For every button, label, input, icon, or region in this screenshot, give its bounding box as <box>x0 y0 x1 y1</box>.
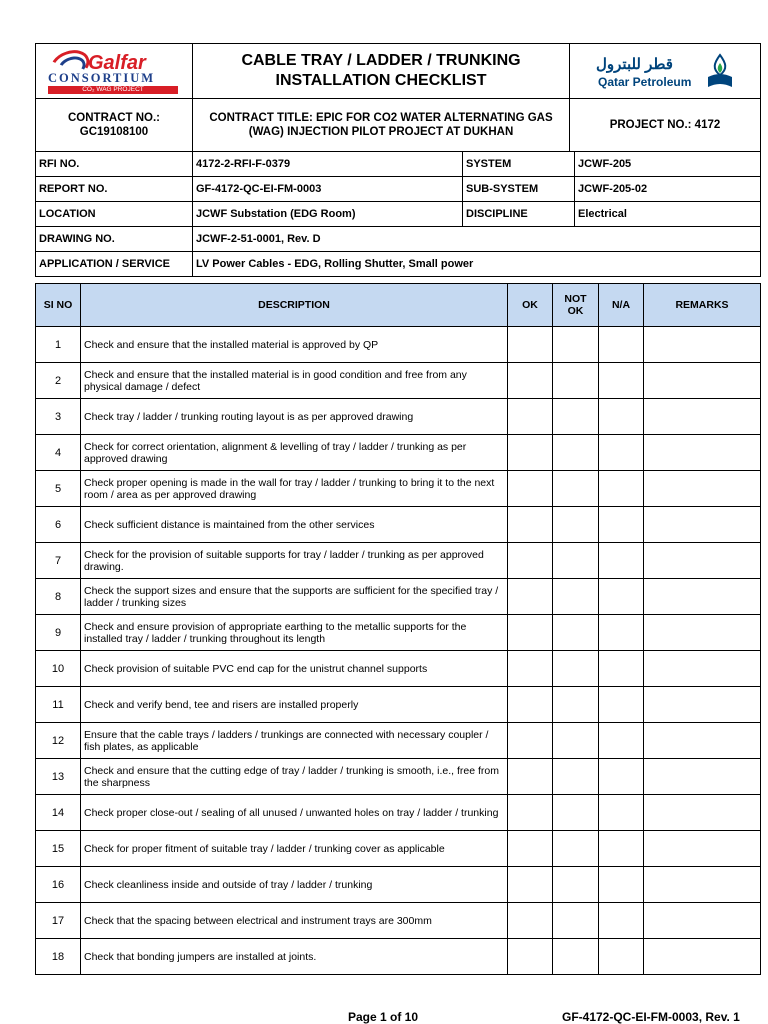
remarks-cell[interactable] <box>644 471 761 507</box>
na-cell[interactable] <box>599 399 644 435</box>
table-row <box>36 939 761 975</box>
remarks-cell[interactable] <box>644 363 761 399</box>
na-cell[interactable] <box>599 615 644 651</box>
not-ok-cell[interactable] <box>553 939 599 975</box>
subsystem-label: SUB-SYSTEM <box>463 177 575 202</box>
item-number: 5 <box>36 471 81 507</box>
not-ok-cell[interactable] <box>553 543 599 579</box>
header-table <box>35 43 761 99</box>
item-number: 17 <box>36 903 81 939</box>
item-description: Check cleanliness inside and outside of tray / ladder / trunking <box>81 867 508 903</box>
ok-cell[interactable] <box>508 363 553 399</box>
location-label: LOCATION <box>36 202 193 227</box>
not-ok-cell[interactable] <box>553 507 599 543</box>
system-value: JCWF-205 <box>575 152 761 177</box>
item-description: Check and ensure that the installed material is approved by QP <box>81 327 508 363</box>
na-cell[interactable] <box>599 759 644 795</box>
checklist-sheet <box>35 43 760 975</box>
galfar-project-bar: CO₂ WAG PROJECT <box>48 86 178 94</box>
remarks-cell[interactable] <box>644 759 761 795</box>
not-ok-cell[interactable] <box>553 687 599 723</box>
ok-cell[interactable] <box>508 723 553 759</box>
item-number: 16 <box>36 867 81 903</box>
contract-no-value: GC19108100 <box>79 126 149 138</box>
item-description: Check sufficient distance is maintained from the other services <box>81 507 508 543</box>
table-row <box>36 867 761 903</box>
qp-english-name: Qatar Petroleum <box>598 75 692 89</box>
item-description: Check proper close-out / sealing of all unused / unwanted holes on tray / ladder / trunking <box>81 795 508 831</box>
item-number: 4 <box>36 435 81 471</box>
item-number: 10 <box>36 651 81 687</box>
na-cell[interactable] <box>599 363 644 399</box>
subsystem-value: JCWF-205-02 <box>575 177 761 202</box>
not-ok-cell[interactable] <box>553 651 599 687</box>
item-description: Check and ensure that the cutting edge of tray / ladder / trunking is smooth, i.e., free from the sharpness <box>81 759 508 795</box>
discipline-label: DISCIPLINE <box>463 202 575 227</box>
document-number: GF-4172-QC-EI-FM-0003, Rev. 1 <box>562 1010 740 1024</box>
not-ok-cell[interactable] <box>553 363 599 399</box>
item-number: 15 <box>36 831 81 867</box>
contract-table <box>35 98 761 152</box>
not-ok-cell[interactable] <box>553 903 599 939</box>
title-cell <box>193 44 570 99</box>
item-number: 7 <box>36 543 81 579</box>
table-row <box>36 507 761 543</box>
remarks-cell[interactable] <box>644 543 761 579</box>
remarks-cell[interactable] <box>644 615 761 651</box>
item-description: Check tray / ladder / trunking routing layout is as per approved drawing <box>81 399 508 435</box>
na-cell[interactable] <box>599 471 644 507</box>
ok-cell[interactable] <box>508 651 553 687</box>
col-ok: OK <box>508 284 553 327</box>
report-value: GF-4172-QC-EI-FM-0003 <box>193 177 463 202</box>
item-description: Check that bonding jumpers are installed at joints. <box>81 939 508 975</box>
remarks-cell[interactable] <box>644 831 761 867</box>
table-row <box>36 435 761 471</box>
item-number: 8 <box>36 579 81 615</box>
na-cell[interactable] <box>599 867 644 903</box>
item-description: Check and verify bend, tee and risers are installed properly <box>81 687 508 723</box>
ok-cell[interactable] <box>508 615 553 651</box>
item-description: Check for the provision of suitable supports for tray / ladder / trunking as per approved drawing. <box>81 543 508 579</box>
project-no: PROJECT NO.: 4172 <box>570 99 761 152</box>
ok-cell[interactable] <box>508 939 553 975</box>
galfar-consortium: CONSORTIUM <box>48 71 156 85</box>
not-ok-cell[interactable] <box>553 471 599 507</box>
qatar-petroleum-logo <box>590 49 740 93</box>
not-ok-cell[interactable] <box>553 399 599 435</box>
na-cell[interactable] <box>599 687 644 723</box>
ok-cell[interactable] <box>508 507 553 543</box>
remarks-cell[interactable] <box>644 435 761 471</box>
not-ok-cell[interactable] <box>553 327 599 363</box>
na-cell[interactable] <box>599 327 644 363</box>
item-description: Check and ensure provision of appropriate earthing to the metallic supports for the installed tray / ladder / trunking throughout its length <box>81 615 508 651</box>
remarks-cell[interactable] <box>644 867 761 903</box>
table-row <box>36 903 761 939</box>
remarks-cell[interactable] <box>644 723 761 759</box>
not-ok-cell[interactable] <box>553 759 599 795</box>
ok-cell[interactable] <box>508 579 553 615</box>
page-number: Page 1 of 10 <box>348 1010 419 1024</box>
checklist-table <box>35 283 761 975</box>
remarks-cell[interactable] <box>644 507 761 543</box>
na-cell[interactable] <box>599 543 644 579</box>
location-value: JCWF Substation (EDG Room) <box>193 202 463 227</box>
table-row <box>36 723 761 759</box>
ok-cell[interactable] <box>508 327 553 363</box>
drawing-label: DRAWING NO. <box>36 227 193 252</box>
remarks-cell[interactable] <box>644 939 761 975</box>
system-label: SYSTEM <box>463 152 575 177</box>
drawing-value: JCWF-2-51-0001, Rev. D <box>193 227 761 252</box>
ok-cell[interactable] <box>508 543 553 579</box>
col-remarks: REMARKS <box>644 284 761 327</box>
na-cell[interactable] <box>599 435 644 471</box>
galfar-name: Galfar <box>88 52 146 74</box>
item-description: Check provision of suitable PVC end cap for the unistrut channel supports <box>81 651 508 687</box>
item-description: Check that the spacing between electrical and instrument trays are 300mm <box>81 903 508 939</box>
not-ok-cell[interactable] <box>553 723 599 759</box>
application-value: LV Power Cables - EDG, Rolling Shutter, Small power <box>193 252 761 277</box>
table-row <box>36 795 761 831</box>
table-row <box>36 543 761 579</box>
qp-flame-icon <box>706 53 734 89</box>
ok-cell[interactable] <box>508 795 553 831</box>
item-number: 14 <box>36 795 81 831</box>
ok-cell[interactable] <box>508 399 553 435</box>
item-number: 3 <box>36 399 81 435</box>
item-description: Ensure that the cable trays / ladders / trunkings are connected with necessary coupler / fish plates, as applicable <box>81 723 508 759</box>
item-number: 18 <box>36 939 81 975</box>
not-ok-cell[interactable] <box>553 831 599 867</box>
remarks-cell[interactable] <box>644 651 761 687</box>
report-label: REPORT NO. <box>36 177 193 202</box>
page-title-line2: INSTALLATION CHECKLIST <box>275 72 487 89</box>
checklist-body <box>36 327 761 975</box>
ok-cell[interactable] <box>508 903 553 939</box>
ok-cell[interactable] <box>508 759 553 795</box>
ok-cell[interactable] <box>508 831 553 867</box>
not-ok-cell[interactable] <box>553 795 599 831</box>
table-row <box>36 651 761 687</box>
item-number: 12 <box>36 723 81 759</box>
col-not-ok: NOT OK <box>553 284 599 327</box>
remarks-cell[interactable] <box>644 687 761 723</box>
na-cell[interactable] <box>599 579 644 615</box>
na-cell[interactable] <box>599 795 644 831</box>
remarks-cell[interactable] <box>644 327 761 363</box>
item-number: 11 <box>36 687 81 723</box>
item-description: Check and ensure that the installed material is in good condition and free from any physical damage / defect <box>81 363 508 399</box>
galfar-logo <box>44 49 184 93</box>
contract-no-label: CONTRACT NO.: <box>68 112 160 124</box>
table-row <box>36 399 761 435</box>
item-number: 2 <box>36 363 81 399</box>
application-label: APPLICATION / SERVICE <box>36 252 193 277</box>
not-ok-cell[interactable] <box>553 615 599 651</box>
page-title-line1: CABLE TRAY / LADDER / TRUNKING <box>241 52 521 69</box>
remarks-cell[interactable] <box>644 399 761 435</box>
na-cell[interactable] <box>599 831 644 867</box>
item-description: Check for proper fitment of suitable tray / ladder / trunking cover as applicable <box>81 831 508 867</box>
ok-cell[interactable] <box>508 687 553 723</box>
table-row <box>36 615 761 651</box>
na-cell[interactable] <box>599 939 644 975</box>
col-na: N/A <box>599 284 644 327</box>
rfi-label: RFI NO. <box>36 152 193 177</box>
item-number: 1 <box>36 327 81 363</box>
remarks-cell[interactable] <box>644 579 761 615</box>
discipline-value: Electrical <box>575 202 761 227</box>
rfi-value: 4172-2-RFI-F-0379 <box>193 152 463 177</box>
col-si-no: SI NO <box>36 284 81 327</box>
item-number: 9 <box>36 615 81 651</box>
item-description: Check the support sizes and ensure that the supports are sufficient for the specified tray / ladder / trunking sizes <box>81 579 508 615</box>
ok-cell[interactable] <box>508 471 553 507</box>
item-number: 13 <box>36 759 81 795</box>
table-row <box>36 327 761 363</box>
na-cell[interactable] <box>599 651 644 687</box>
item-description: Check for correct orientation, alignment & levelling of tray / ladder / trunking as per approved drawing <box>81 435 508 471</box>
table-row <box>36 363 761 399</box>
na-cell[interactable] <box>599 507 644 543</box>
ok-cell[interactable] <box>508 867 553 903</box>
table-row <box>36 471 761 507</box>
col-description: DESCRIPTION <box>81 284 508 327</box>
not-ok-cell[interactable] <box>553 579 599 615</box>
item-number: 6 <box>36 507 81 543</box>
table-row <box>36 579 761 615</box>
remarks-cell[interactable] <box>644 903 761 939</box>
table-row <box>36 687 761 723</box>
info-table <box>35 151 761 277</box>
ok-cell[interactable] <box>508 435 553 471</box>
na-cell[interactable] <box>599 723 644 759</box>
contract-no-cell <box>36 99 193 152</box>
table-row <box>36 831 761 867</box>
item-description: Check proper opening is made in the wall for tray / ladder / trunking to bring it to the next room / area as per approved drawing <box>81 471 508 507</box>
right-logo-cell <box>570 44 761 99</box>
left-logo-cell <box>36 44 193 99</box>
qp-arabic-name: قطر للبترول <box>596 56 673 73</box>
remarks-cell[interactable] <box>644 795 761 831</box>
table-row <box>36 759 761 795</box>
not-ok-cell[interactable] <box>553 867 599 903</box>
contract-title: CONTRACT TITLE: EPIC FOR CO2 WATER ALTERNATING GAS (WAG) INJECTION PILOT PROJECT AT DUKHAN <box>193 99 570 152</box>
na-cell[interactable] <box>599 903 644 939</box>
not-ok-cell[interactable] <box>553 435 599 471</box>
